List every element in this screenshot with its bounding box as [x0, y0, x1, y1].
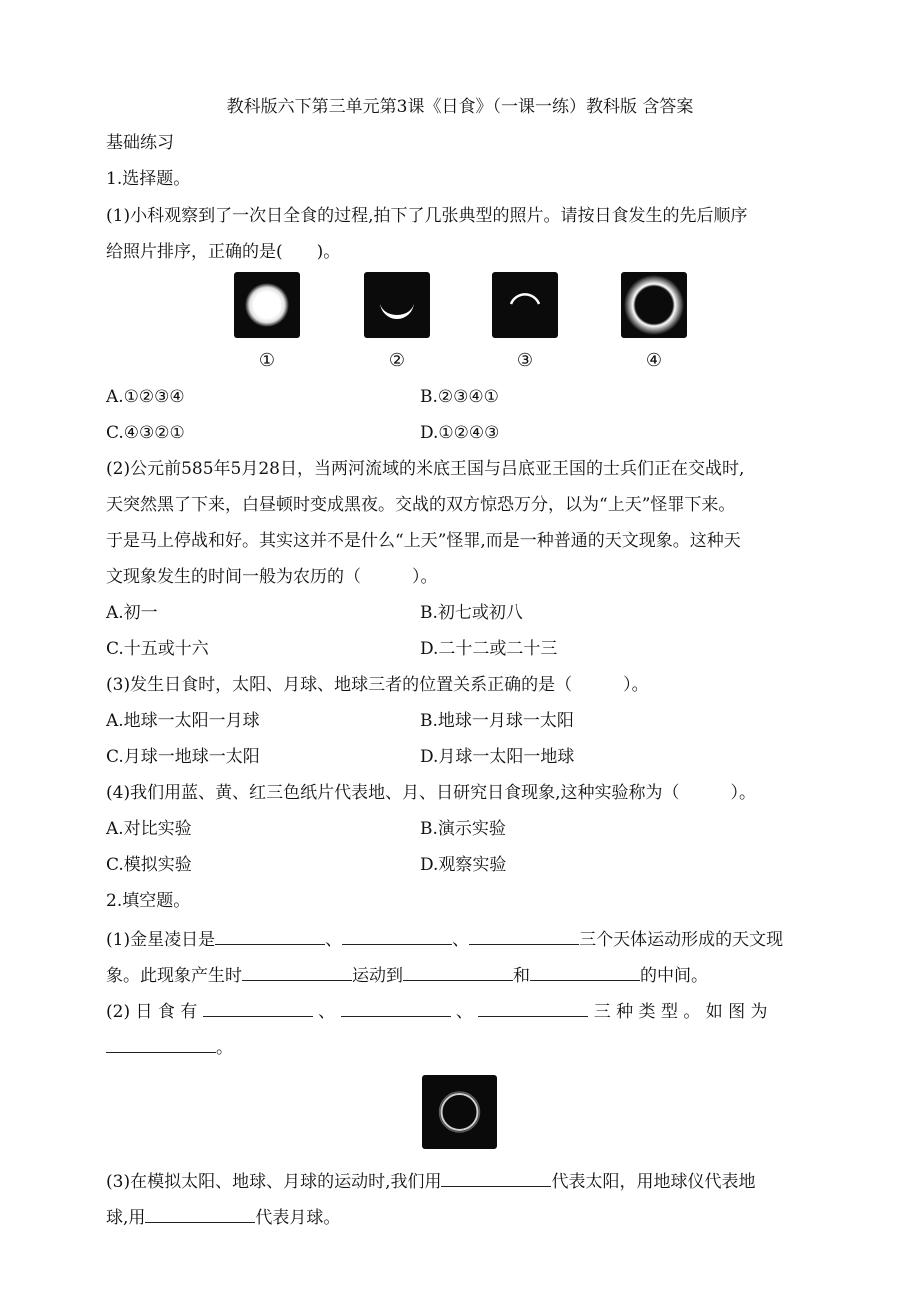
q2-3-line2-suffix: 代表月球。	[255, 1208, 341, 1228]
q2-1-line2-prefix: 象。此现象产生时	[106, 966, 242, 986]
photo-label-3: ③	[516, 350, 534, 371]
q2-2-sep1: 、	[318, 1002, 336, 1022]
q2-2-prefix: (2) 日 食 有	[106, 1002, 198, 1022]
q1-4-option-a: A.对比实验	[106, 819, 192, 839]
q2-3-blank-2[interactable]	[145, 1206, 255, 1223]
q2-2-blank-3[interactable]	[478, 1000, 588, 1017]
q2-2-line2-suffix: 。	[216, 1038, 233, 1058]
q1-2-line3: 于是马上停战和好。其实这并不是什么“上天”怪罪,而是一种普通的天文现象。这种天	[106, 531, 741, 551]
q1-2-line1: (2)公元前585年5月28日，当两河流域的米底王国与吕底亚王国的士兵们正在交战时,	[106, 459, 745, 479]
q2-3-line2	[106, 1206, 818, 1229]
q2-2-sep2: 、	[455, 1002, 473, 1022]
q1-4-line1: (4)我们用蓝、黄、红三色纸片代表地、月、日研究日食现象,这种实验称为（ ）。	[106, 783, 756, 803]
q1-2-option-a: A.初一	[106, 603, 158, 623]
q1-4-option-b: B.演示实验	[420, 819, 506, 839]
q2-1-line2	[106, 964, 818, 987]
q1-1-option-c: C.④③②①	[106, 423, 185, 443]
q1-2-option-c: C.十五或十六	[106, 639, 209, 659]
q2-3-prefix: (3)在模拟太阳、地球、月球的运动时,我们用	[106, 1172, 442, 1192]
q1-heading: 1.选择题。	[106, 169, 191, 189]
q1-1-option-d: D.①②④③	[420, 423, 500, 443]
q2-2-blank-4[interactable]	[106, 1036, 216, 1053]
q2-1-line1	[106, 928, 818, 951]
q1-4-option-d: D.观察实验	[420, 855, 507, 875]
eclipse-photo-total-corona	[621, 272, 687, 338]
q2-1-line2-mid1: 运动到	[352, 966, 403, 986]
q1-1-option-b: B.②③④①	[420, 387, 499, 407]
q2-3-mid: 代表太阳，用地球仪代表地	[551, 1172, 756, 1192]
photo-label-1: ①	[258, 350, 276, 371]
q2-2-blank-2[interactable]	[341, 1000, 451, 1017]
q1-3-option-b: B.地球一月球一太阳	[420, 711, 574, 731]
q2-1-prefix: (1)金星凌日是	[106, 930, 216, 950]
q2-2-suffix: 三 种 类 型 。 如 图 为	[593, 1002, 768, 1022]
q2-1-line2-suffix: 的中间。	[640, 966, 708, 986]
eclipse-figure-annular	[422, 1075, 497, 1149]
photo-label-2: ②	[388, 350, 406, 371]
q1-1-line1: (1)小科观察到了一次日全食的过程,拍下了几张典型的照片。请按日食发生的先后顺序	[106, 206, 748, 226]
q2-3-blank-1[interactable]	[441, 1170, 551, 1187]
q2-1-sep1: 、	[325, 930, 343, 950]
q1-4-option-c: C.模拟实验	[106, 855, 192, 875]
q2-1-blank-4[interactable]	[242, 964, 352, 981]
q1-3-option-d: D.月球一太阳一地球	[420, 747, 575, 767]
section-heading: 基础练习	[106, 133, 174, 153]
eclipse-photo-full-sun	[234, 272, 300, 338]
q1-3-option-a: A.地球一太阳一月球	[106, 711, 260, 731]
q1-2-line4: 文现象发生的时间一般为农历的（ ）。	[106, 567, 438, 587]
q1-1-line2: 给照片排序，正确的是( )。	[106, 242, 341, 262]
q2-2-line2	[106, 1036, 818, 1059]
q1-2-line2: 天突然黑了下来，白昼顿时变成黑夜。交战的双方惊恐万分，以为“上天”怪罪下来。	[106, 495, 736, 515]
q2-1-blank-6[interactable]	[530, 964, 640, 981]
q2-3-line1	[106, 1170, 818, 1193]
q2-1-suffix: 三个天体运动形成的天文现	[579, 930, 784, 950]
eclipse-photo-partial-thin	[492, 272, 558, 338]
q2-1-blank-1[interactable]	[215, 928, 325, 945]
q2-1-blank-3[interactable]	[469, 928, 579, 945]
q1-1-option-a: A.①②③④	[106, 387, 185, 407]
q2-3-line2-prefix: 球,用	[106, 1208, 146, 1228]
photo-label-4: ④	[645, 350, 663, 371]
q2-heading: 2.填空题。	[106, 891, 191, 911]
q2-1-sep2: 、	[452, 930, 470, 950]
q1-3-option-c: C.月球一地球一太阳	[106, 747, 260, 767]
eclipse-photo-partial-large	[364, 272, 430, 338]
q2-2-line1	[106, 1000, 818, 1023]
q2-1-blank-2[interactable]	[342, 928, 452, 945]
q2-1-blank-5[interactable]	[403, 964, 513, 981]
q1-2-option-b: B.初七或初八	[420, 603, 523, 623]
q2-2-blank-1[interactable]	[203, 1000, 313, 1017]
q1-3-line1: (3)发生日食时，太阳、月球、地球三者的位置关系正确的是（ ）。	[106, 675, 649, 695]
page-title: 教科版六下第三单元第3课《日食》（一课一练）教科版 含答案	[226, 97, 694, 117]
q2-1-line2-mid2: 和	[513, 966, 530, 986]
q1-2-option-d: D.二十二或二十三	[420, 639, 558, 659]
